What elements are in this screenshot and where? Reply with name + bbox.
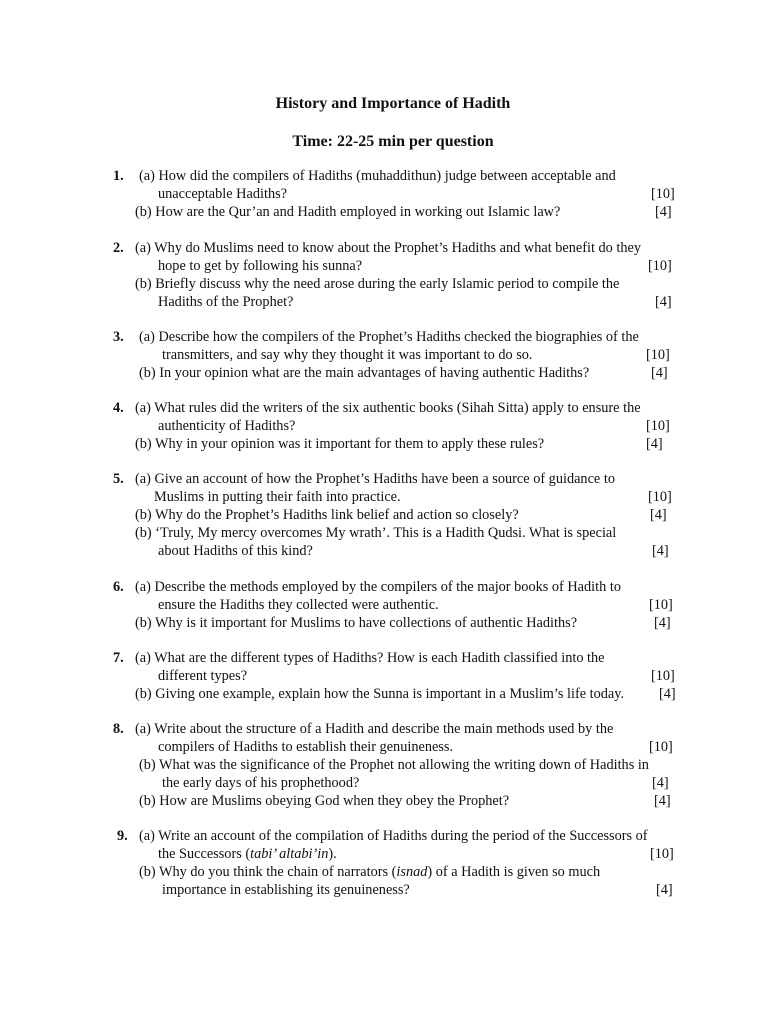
marks-label: [10] bbox=[650, 846, 674, 862]
question-number: 9. bbox=[117, 828, 128, 844]
question-line: compilers of Hadiths to establish their genuineness. bbox=[158, 739, 454, 755]
question-line: (b) How are Muslims obeying God when they obey the Prophet? bbox=[139, 793, 510, 809]
question-line: (b) Why do the Prophet’s Hadiths link belief and action so closely? bbox=[135, 507, 519, 523]
italic-term: tabi’ altabi’in bbox=[250, 846, 329, 862]
marks-label: [10] bbox=[646, 347, 670, 363]
question-line: hope to get by following his sunna? bbox=[158, 258, 363, 274]
question-line: transmitters, and say why they thought it was important to do so. bbox=[162, 347, 533, 363]
question-line: importance in establishing its genuineness? bbox=[162, 882, 410, 898]
question-line: (b) How are the Qur’an and Hadith employed in working out Islamic law? bbox=[135, 204, 561, 220]
marks-label: [4] bbox=[655, 204, 672, 220]
marks-label: [4] bbox=[654, 615, 671, 631]
question-line: (a) Give an account of how the Prophet’s Hadiths have been a source of guidance to bbox=[135, 471, 615, 487]
italic-term: isnad bbox=[396, 864, 428, 880]
marks-label: [4] bbox=[650, 507, 667, 523]
question-line: (a) How did the compilers of Hadiths (muhaddithun) judge between acceptable and bbox=[139, 168, 616, 184]
question-line: Muslims in putting their faith into practice. bbox=[154, 489, 401, 505]
question-line bbox=[158, 845, 337, 863]
question-text: ). bbox=[328, 846, 337, 862]
question-line: (a) Write an account of the compilation of Hadiths during the period of the Successors of bbox=[139, 828, 648, 844]
question-line: about Hadiths of this kind? bbox=[158, 543, 313, 559]
marks-label: [4] bbox=[651, 365, 668, 381]
question-number: 8. bbox=[113, 721, 124, 737]
page-title: History and Importance of Hadith bbox=[275, 95, 511, 112]
question-line: (a) Describe how the compilers of the Prophet’s Hadiths checked the biographies of the bbox=[139, 329, 639, 345]
question-number: 2. bbox=[113, 240, 124, 256]
marks-label: [10] bbox=[648, 258, 672, 274]
question-text: the Successors ( bbox=[158, 846, 251, 862]
marks-label: [4] bbox=[652, 543, 669, 559]
question-line: (b) ‘Truly, My mercy overcomes My wrath’. This is a Hadith Qudsi. What is special bbox=[135, 525, 617, 541]
marks-label: [10] bbox=[648, 489, 672, 505]
question-line: (a) Describe the methods employed by the compilers of the major books of Hadith to bbox=[135, 579, 621, 595]
marks-label: [4] bbox=[655, 294, 672, 310]
question-line: ensure the Hadiths they collected were authentic. bbox=[158, 597, 439, 613]
question-line: the early days of his prophethood? bbox=[162, 775, 360, 791]
question-line: different types? bbox=[158, 668, 248, 684]
marks-label: [10] bbox=[651, 668, 675, 684]
marks-label: [4] bbox=[659, 686, 676, 702]
marks-label: [4] bbox=[654, 793, 671, 809]
question-line: (a) Write about the structure of a Hadith and describe the main methods used by the bbox=[135, 721, 614, 737]
marks-label: [4] bbox=[656, 882, 673, 898]
question-line: (b) Why in your opinion was it important for them to apply these rules? bbox=[135, 436, 545, 452]
question-line: (b) Giving one example, explain how the Sunna is important in a Muslim’s life today. bbox=[135, 686, 625, 702]
question-number: 5. bbox=[113, 471, 124, 487]
marks-label: [4] bbox=[646, 436, 663, 452]
question-number: 3. bbox=[113, 329, 124, 345]
question-line: (b) Briefly discuss why the need arose during the early Islamic period to compile the bbox=[135, 276, 620, 292]
marks-label: [10] bbox=[649, 739, 673, 755]
question-number: 1. bbox=[113, 168, 124, 184]
question-text: (b) Why do you think the chain of narrators ( bbox=[139, 864, 397, 880]
question-number: 4. bbox=[113, 400, 124, 416]
question-line: Hadiths of the Prophet? bbox=[158, 294, 294, 310]
time-allowance: Time: 22-25 min per question bbox=[292, 133, 494, 150]
marks-label: [4] bbox=[652, 775, 669, 791]
question-number: 6. bbox=[113, 579, 124, 595]
question-line: (a) Why do Muslims need to know about the Prophet’s Hadiths and what benefit do they bbox=[135, 240, 641, 256]
question-line bbox=[139, 863, 600, 881]
question-text: ) of a Hadith is given so much bbox=[427, 864, 601, 880]
question-line: (a) What are the different types of Hadiths? How is each Hadith classified into the bbox=[135, 650, 605, 666]
marks-label: [10] bbox=[651, 186, 675, 202]
question-line: unacceptable Hadiths? bbox=[158, 186, 288, 202]
question-line: authenticity of Hadiths? bbox=[158, 418, 296, 434]
marks-label: [10] bbox=[646, 418, 670, 434]
question-number: 7. bbox=[113, 650, 124, 666]
question-line: (b) What was the significance of the Prophet not allowing the writing down of Hadiths in bbox=[139, 757, 649, 773]
question-line: (b) Why is it important for Muslims to have collections of authentic Hadiths? bbox=[135, 615, 578, 631]
question-line: (a) What rules did the writers of the six authentic books (Sihah Sitta) apply to ensure the bbox=[135, 400, 641, 416]
question-line: (b) In your opinion what are the main advantages of having authentic Hadiths? bbox=[139, 365, 590, 381]
marks-label: [10] bbox=[649, 597, 673, 613]
